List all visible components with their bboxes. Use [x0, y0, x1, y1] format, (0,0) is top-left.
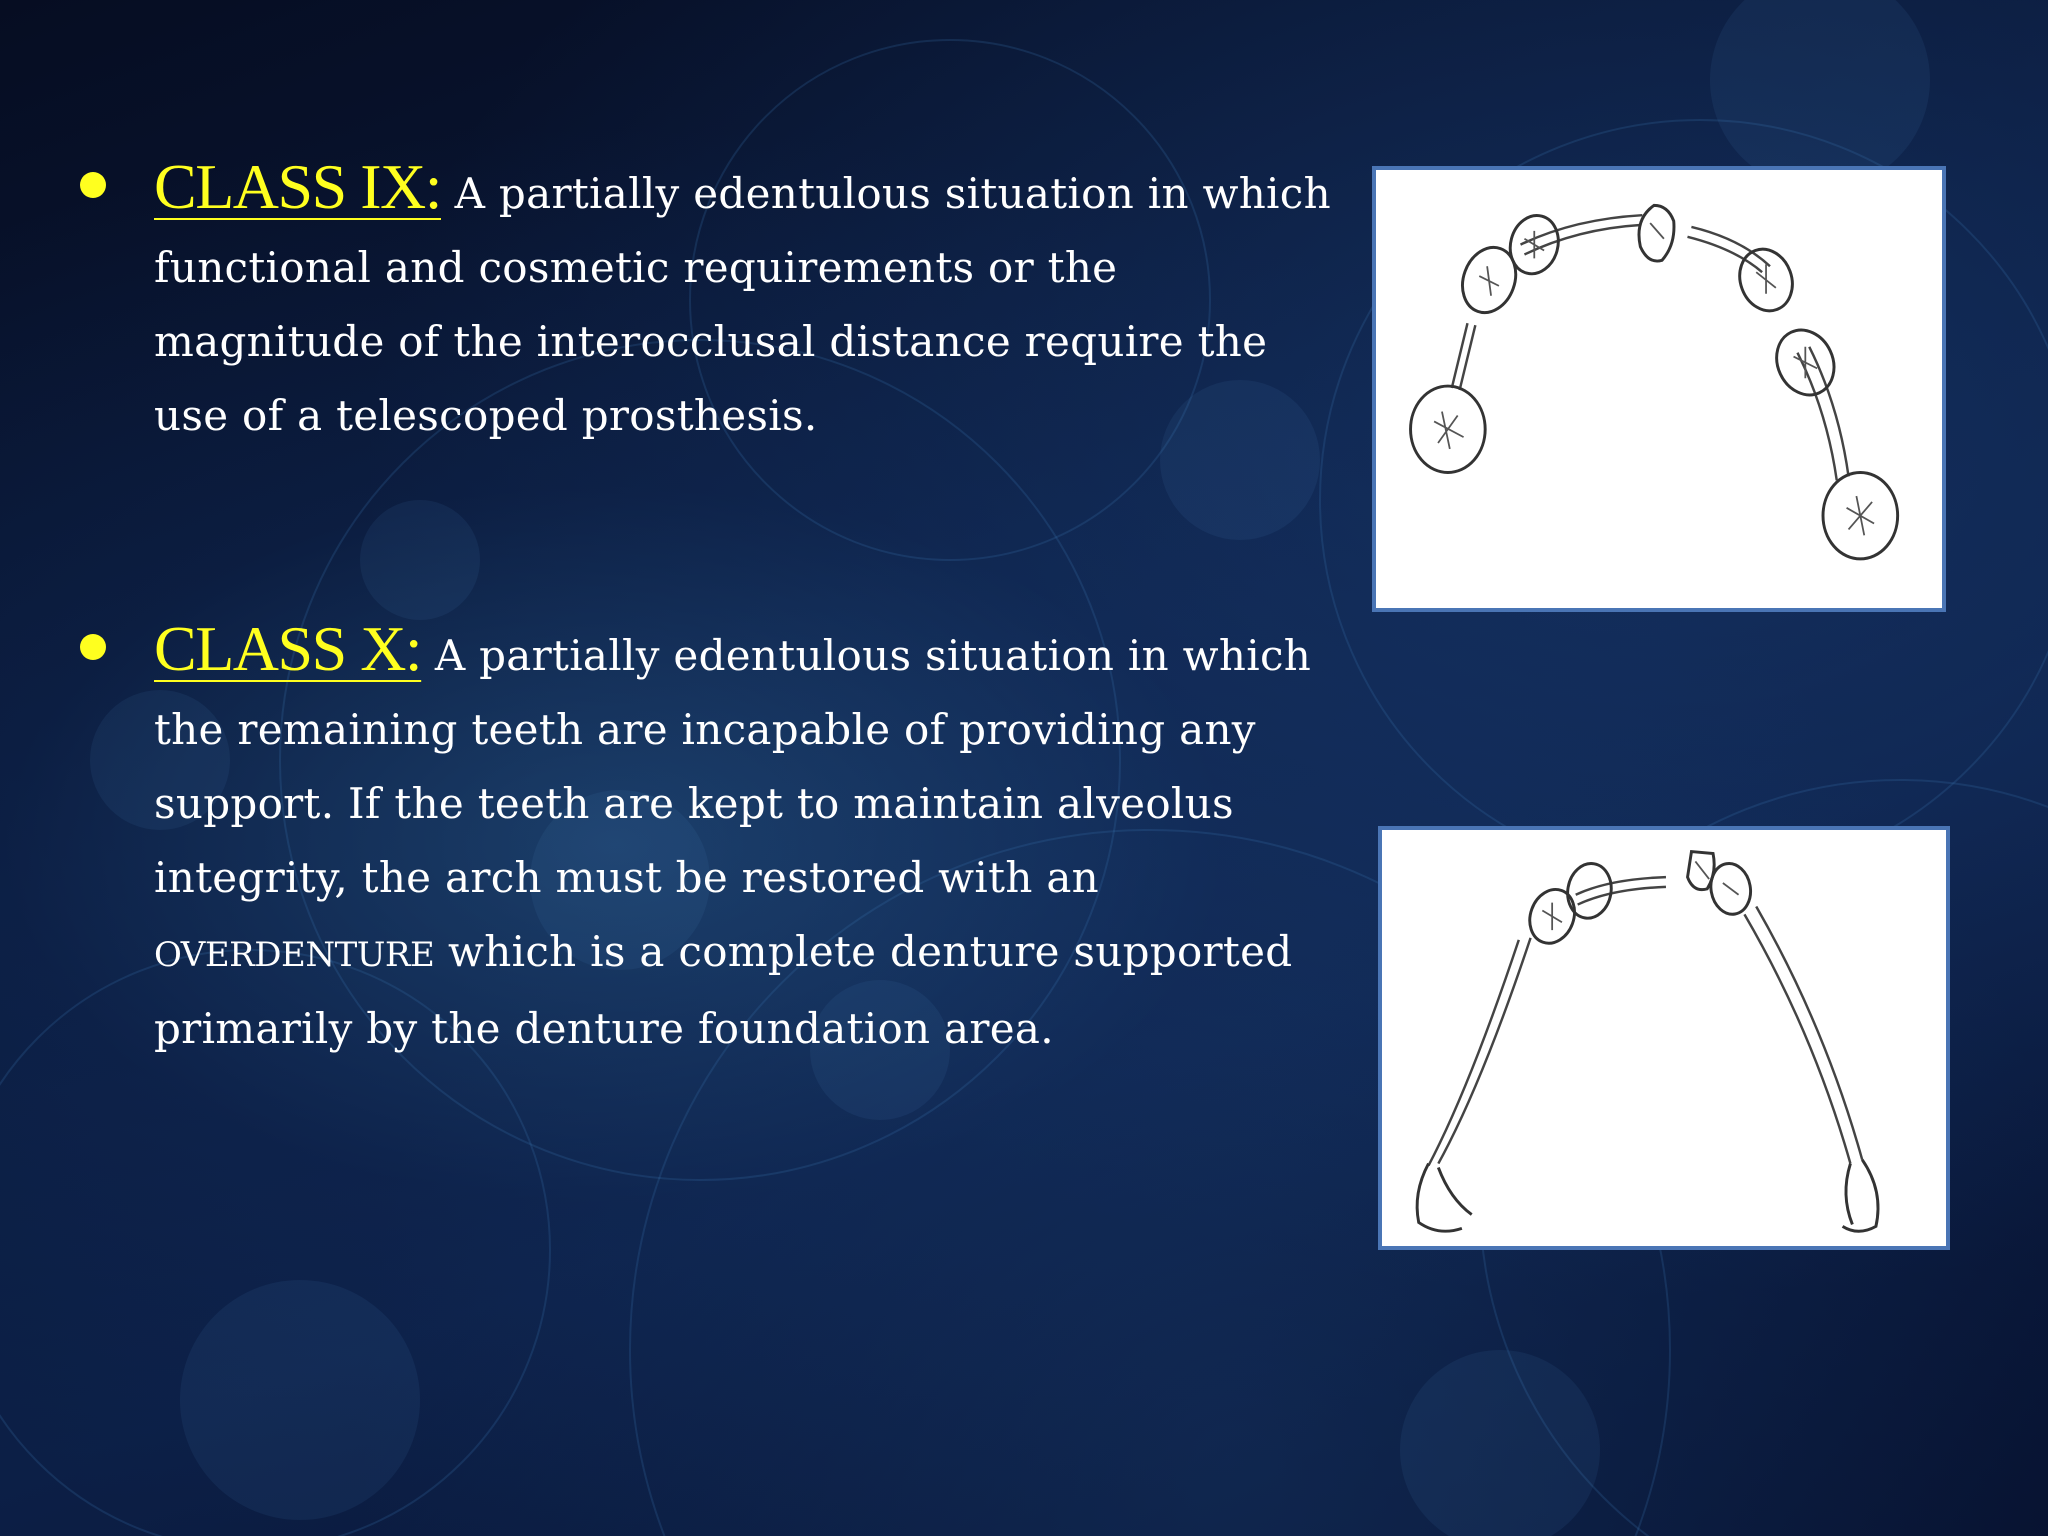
bullet-class-ix	[80, 150, 1340, 453]
class-ix-description: A partially edentulous situation in which functional and cosmetic requirements or the magnitude of the interocclusal distance require the use of a telescoped prosthesis.	[154, 169, 1331, 440]
class-x-description-start: A partially edentulous situation in which the remaining teeth are incapable of providing any support. If the teeth are kept to maintain alveolus integrity, the arch must be restored with an	[154, 631, 1312, 902]
bullet-icon	[80, 634, 106, 660]
class-x-label: CLASS X:	[154, 613, 422, 684]
bullet-class-x	[80, 612, 1340, 1066]
class-x-description-end: which is a complete denture supported primarily by the denture foundation area.	[154, 927, 1293, 1053]
bullet-class-x-text	[154, 612, 1340, 1066]
dental-arch-sketch-x	[1382, 830, 1946, 1246]
dental-arch-figure-class-x	[1378, 826, 1950, 1250]
bullet-icon	[80, 172, 106, 198]
dental-arch-sketch-ix	[1376, 170, 1942, 608]
bullet-class-ix-text	[154, 150, 1340, 453]
overdenture-term: OVERDENTURE	[154, 935, 435, 975]
dental-arch-figure-class-ix	[1372, 166, 1946, 612]
class-ix-label: CLASS IX:	[154, 151, 441, 222]
